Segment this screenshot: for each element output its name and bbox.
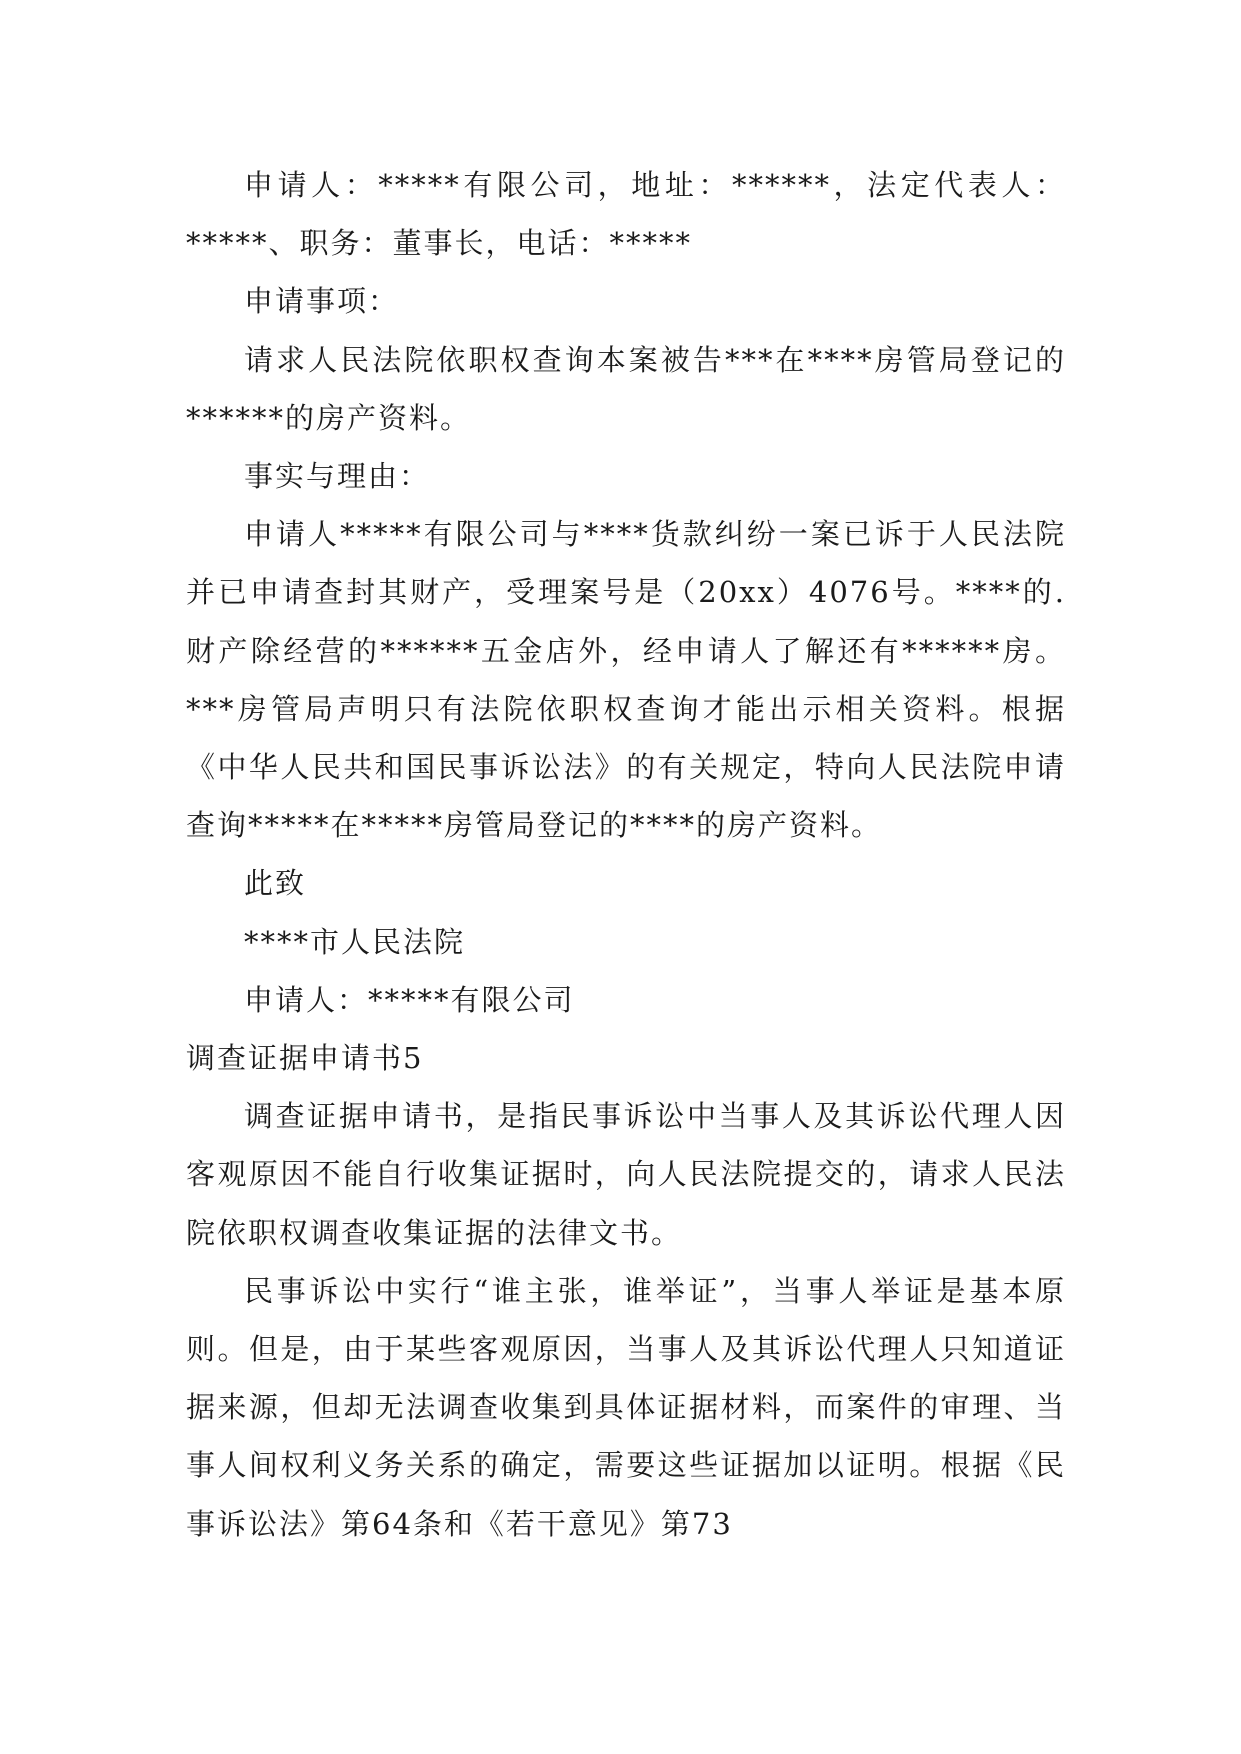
- definition-paragraph: 调查证据申请书，是指民事诉讼中当事人及其诉讼代理人因客观原因不能自行收集证据时，向人民法院提交的，请求人民法院依职权调查收集证据的法律文书。: [186, 1099, 1066, 1250]
- principle-paragraph: 民事诉讼中实行“谁主张，谁举证”，当事人举证是基本原则。但是，由于某些客观原因，当事人及其诉讼代理人只知道证据来源，但却无法调查收集到具体证据材料，而案件的审理、当事人间权利义务关系的确定，需要这些证据加以证明。根据《民事诉讼法》第64条和《若干意见》第73: [186, 1273, 1066, 1541]
- applicant-signature-paragraph: 申请人：*****有限公司: [244, 982, 575, 1017]
- applicant-info-paragraph: 申请人：*****有限公司，地址：******，法定代表人：*****、职务：董事长，电话：*****: [186, 168, 1066, 261]
- application-matters-paragraph: 请求人民法院依职权查询本案被告***在****房管局登记的******的房产资料。: [186, 342, 1066, 435]
- salutation-paragraph: 此致: [244, 866, 307, 901]
- court-name-paragraph: ****市人民法院: [244, 924, 466, 959]
- facts-reasons-heading: 事实与理由：: [244, 459, 431, 494]
- application-matters-heading: 申请事项：: [244, 284, 400, 319]
- facts-reasons-paragraph: 申请人*****有限公司与****货款纠纷一案已诉于人民法院并已申请查封其财产，受理案号是（20xx）4076号。****的.财产除经营的******五金店外，经申请人了解还有******房。***房管局声明只有法院依职权查询才能出示相关资料。根据《中华人民共和国民事诉讼法》的有关规定，特向人民法院申请查询*****在*****房管局登记的****的房产资料。: [186, 517, 1066, 843]
- section-title: 调查证据申请书5: [186, 1041, 424, 1076]
- document-body: [186, 156, 1066, 1553]
